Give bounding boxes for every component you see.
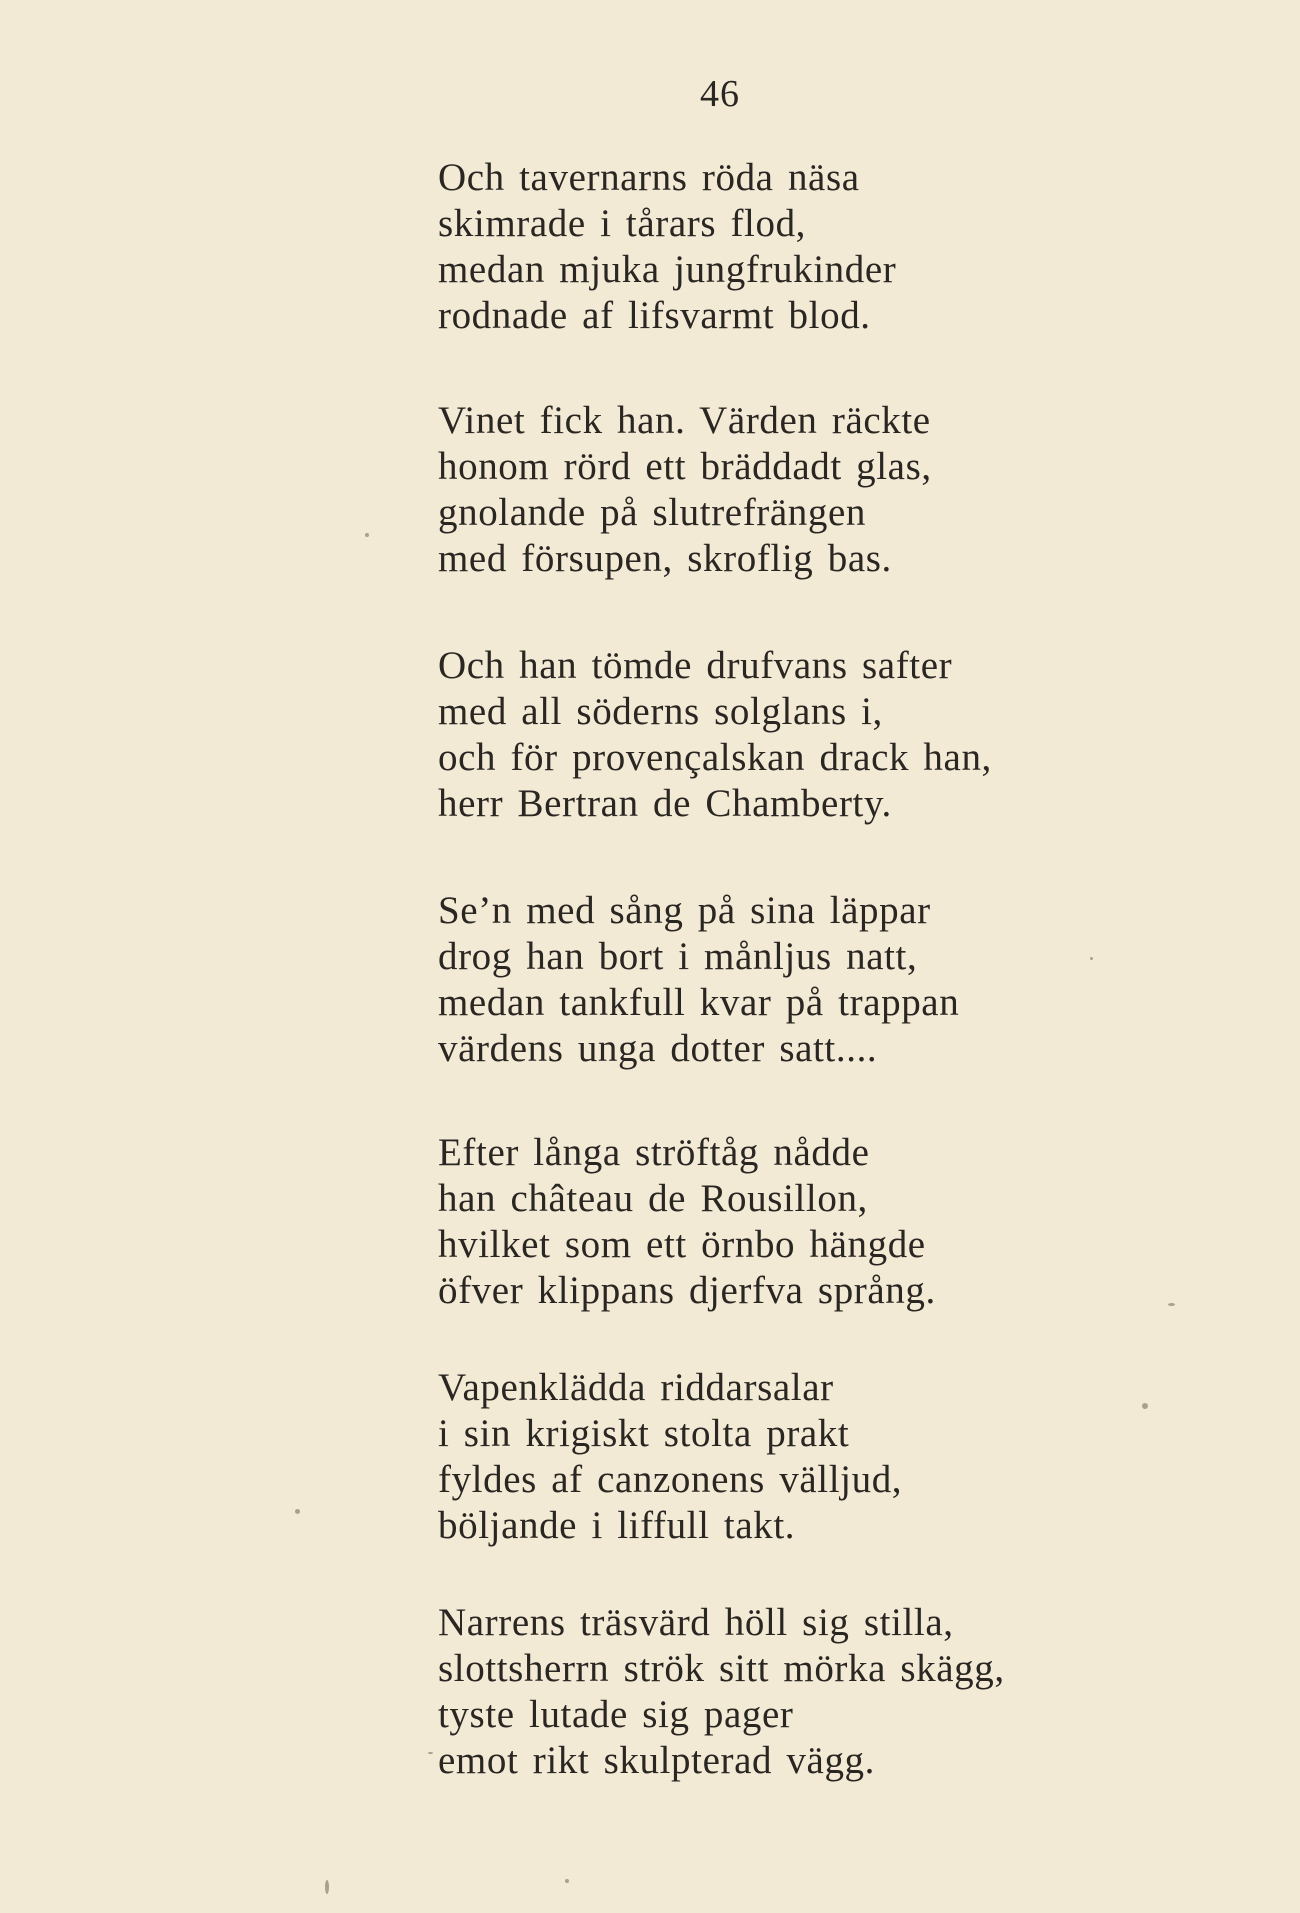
verse-line: hvilket som ett örnbo hängde bbox=[438, 1223, 926, 1266]
verse-line: Vapenklädda riddarsalar bbox=[438, 1366, 834, 1409]
verse-line: han château de Rousillon, bbox=[438, 1177, 868, 1220]
stanza-6 bbox=[438, 1365, 1118, 1549]
verse-line: i sin krigiskt stolta prakt bbox=[438, 1412, 850, 1455]
page-number: 46 bbox=[700, 73, 740, 115]
paper-speck bbox=[295, 1509, 300, 1514]
verse-line: böljande i liffull takt. bbox=[438, 1504, 796, 1547]
paper-speck bbox=[1090, 957, 1093, 960]
verse-line: Och tavernarns röda näsa bbox=[438, 156, 860, 199]
verse-line: Narrens träsvärd höll sig stilla, bbox=[438, 1601, 954, 1644]
verse-line: gnolande på slutrefrängen bbox=[438, 491, 867, 534]
stanza-5 bbox=[438, 1130, 1118, 1314]
verse-line: medan tankfull kvar på trappan bbox=[438, 981, 960, 1024]
paper-speck bbox=[428, 1752, 433, 1754]
verse-line: och för provençalskan drack han, bbox=[438, 736, 992, 779]
verse-line: med all söderns solglans i, bbox=[438, 690, 883, 733]
verse-line: slottsherrn strök sitt mörka skägg, bbox=[438, 1647, 1005, 1690]
verse-line: Efter långa ströftåg nådde bbox=[438, 1131, 870, 1174]
verse-line: skimrade i tårars flod, bbox=[438, 202, 807, 245]
verse-line: emot rikt skulpterad vägg. bbox=[438, 1739, 876, 1782]
stanza-3 bbox=[438, 643, 1118, 827]
paper-speck bbox=[365, 533, 369, 537]
verse-line: honom rörd ett bräddadt glas, bbox=[438, 445, 932, 488]
verse-line: Vinet fick han. Värden räckte bbox=[438, 399, 931, 442]
verse-line: Se’n med sång på sina läppar bbox=[438, 889, 931, 932]
stanza-1 bbox=[438, 155, 1118, 339]
stanza-7 bbox=[438, 1600, 1118, 1784]
paper-speck bbox=[325, 1880, 329, 1894]
paper-speck bbox=[565, 1879, 569, 1883]
verse-line: med försupen, skroflig bas. bbox=[438, 537, 892, 580]
verse-line: medan mjuka jungfrukinder bbox=[438, 248, 897, 291]
verse-line: fyldes af canzonens välljud, bbox=[438, 1458, 903, 1501]
verse-line: drog han bort i månljus natt, bbox=[438, 935, 918, 978]
verse-line: värdens unga dotter satt.... bbox=[438, 1027, 878, 1070]
verse-line: Och han tömde drufvans safter bbox=[438, 644, 953, 687]
paper-speck bbox=[1142, 1403, 1148, 1409]
verse-line: herr Bertran de Chamberty. bbox=[438, 782, 892, 825]
verse-line: tyste lutade sig pager bbox=[438, 1693, 794, 1736]
verse-line: öfver klippans djerfva språng. bbox=[438, 1269, 936, 1312]
stanza-4 bbox=[438, 888, 1118, 1072]
paper-speck bbox=[1168, 1303, 1175, 1306]
verse-line: rodnade af lifsvarmt blod. bbox=[438, 294, 871, 337]
stanza-2 bbox=[438, 398, 1118, 582]
